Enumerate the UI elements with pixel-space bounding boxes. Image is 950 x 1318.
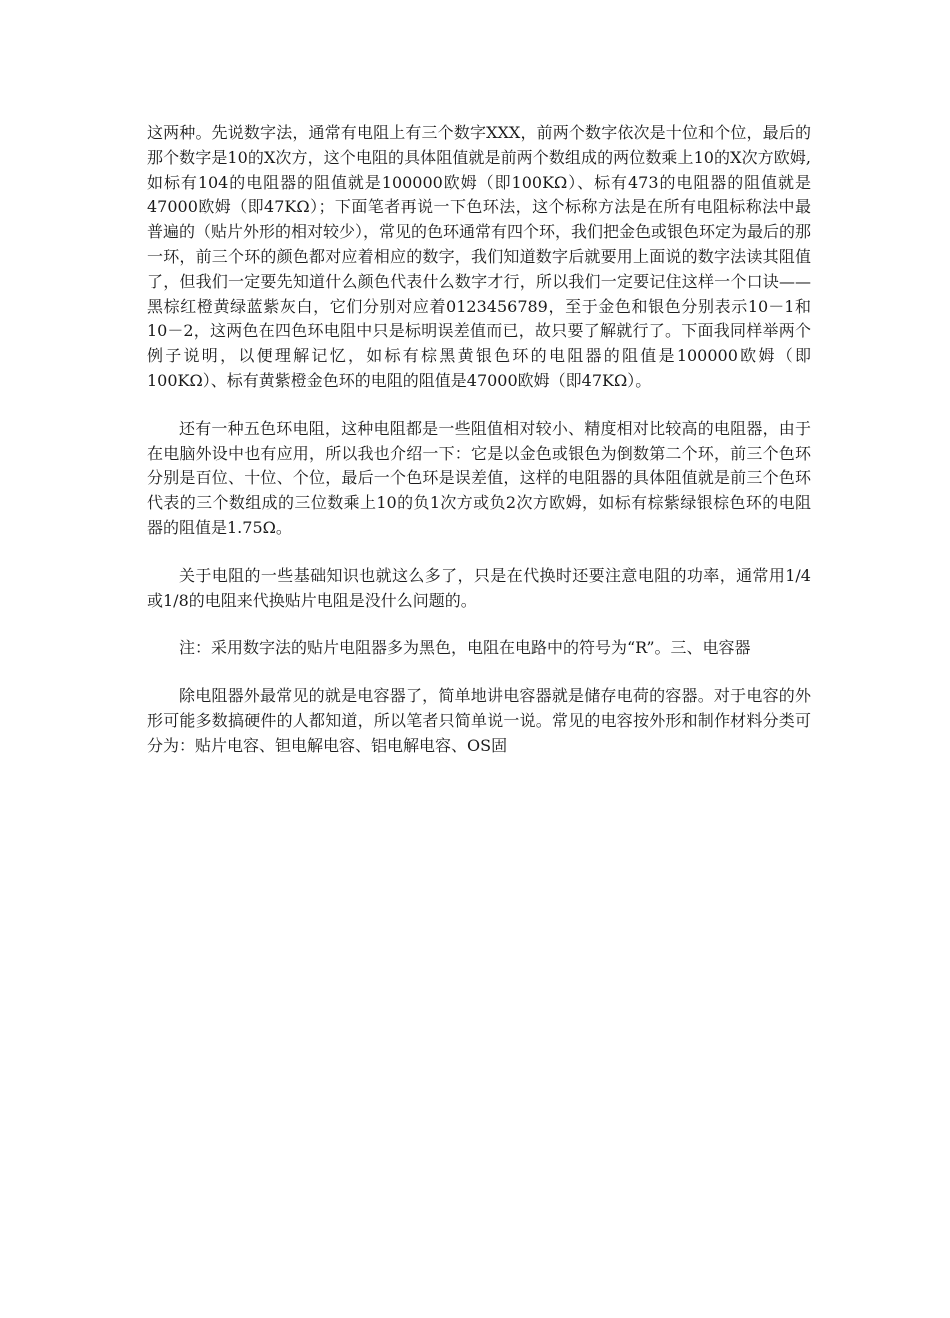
paragraph-resistor-reading: 这两种。先说数字法，通常有电阻上有三个数字XXX，前两个数字依次是十位和个位，最后的那个数字是10的X次方，这个电阻的具体阻值就是前两个数组成的两位数乘上10的X次方欧姆,如标有104的电阻器的阻值就是100000欧姆（即100KΩ）、标有473的电阻器的阻值就是47000欧姆（即47KΩ）；下面笔者再说一下色环法，这个标称方法是在所有电阻标称法中最普遍的（贴片外形的相对较少），常见的色环通常有四个环，我们把金色或银色环定为最后的那一环，前三个环的颜色都对应着相应的数字，我们知道数字后就要用上面说的数字法读其阻值了，但我们一定要先知道什么颜色代表什么数字才行，所以我们一定要记住这样一个口诀——黑棕红橙黄绿蓝紫灰白，它们分别对应着0123456789，至于金色和银色分别表示10－1和10－2，这两色在四色环电阻中只是标明误差值而已，故只要了解就行了。下面我同样举两个例子说明，以便理解记忆，如标有棕黑黄银色环的电阻器的阻值是100000欧姆（即100KΩ）、标有黄紫橙金色环的电阻的阻值是47000欧姆（即47KΩ）。 bbox=[147, 123, 812, 390]
paragraph-resistor-power: 关于电阻的一些基础知识也就这么多了，只是在代换时还要注意电阻的功率，通常用1/4或1/8的电阻来代换贴片电阻是没什么问题的。 bbox=[147, 565, 811, 610]
paragraph-capacitor-intro: 除电阻器外最常见的就是电容器了，简单地讲电容器就是储存电荷的容器。对于电容的外形可能多数搞硬件的人都知道，所以笔者只简单说一说。常见的电容按外形和制作材料分类可分为：贴片电容、钽电解电容、铝电解电容、OS固 bbox=[147, 686, 811, 755]
paragraph-five-band-resistor: 还有一种五色环电阻，这种电阻都是一些阻值相对较小、精度相对比较高的电阻器，由于在电脑外设中也有应用，所以我也介绍一下：它是以金色或银色为倒数第二个环，前三个色环分别是百位、十位、个位，最后一个色环是误差值，这样的电阻器的具体阻值就是前三个色环代表的三个数组成的三位数乘上10的负1次方或负2次方欧姆，如标有棕紫绿银棕色环的电阻器的阻值是1.75Ω。 bbox=[147, 418, 811, 537]
paragraph-note-capacitor-heading: 注：采用数字法的贴片电阻器多为黑色，电阻在电路中的符号为“R”。三、电容器 bbox=[179, 638, 751, 658]
document-body bbox=[147, 121, 811, 782]
